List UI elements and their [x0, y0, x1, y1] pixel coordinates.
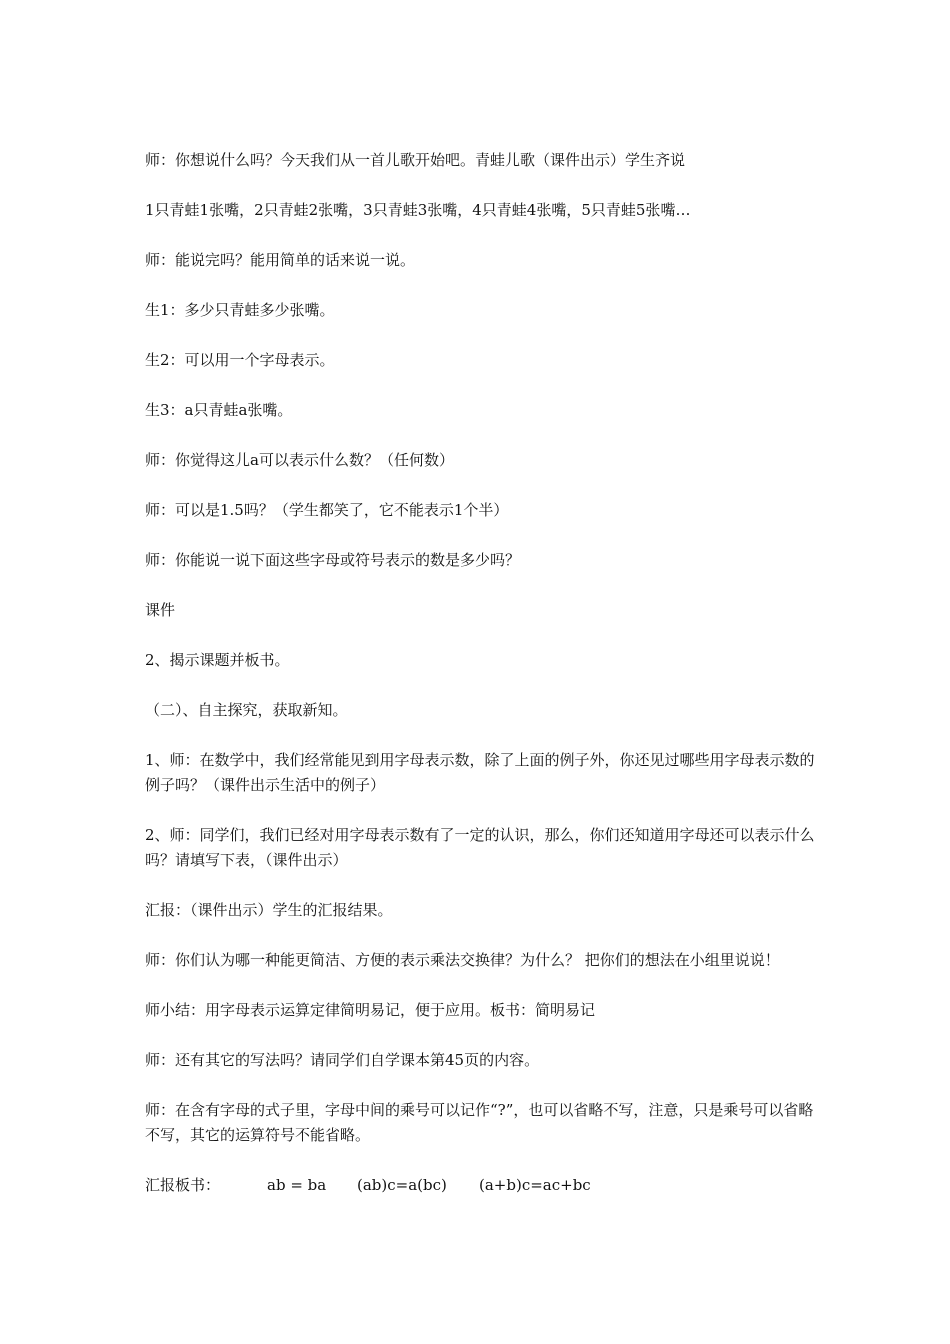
- formula-associative: (ab)c=a(bc): [357, 1176, 447, 1194]
- formula-label: 汇报板书：: [145, 1176, 221, 1194]
- paragraph-15: 汇报：（课件出示）学生的汇报结果。: [145, 901, 393, 919]
- paragraph-14: 2、师：同学们，我们已经对用字母表示数有了一定的认识，那么，你们还知道用字母还可以表示什么吗？请填写下表，（课件出示）: [145, 826, 815, 869]
- paragraph-16: 师：你们认为哪一种能更简洁、方便的表示乘法交换律？为什么？ 把你们的想法在小组里说说！: [145, 951, 780, 969]
- paragraph-10: 课件: [145, 601, 176, 619]
- paragraph-19: 师：在含有字母的式子里，字母中间的乘号可以记作“?”，也可以省略不写，注意，只是乘号可以省略不写，其它的运算符号不能省略。: [145, 1101, 814, 1144]
- document-body: [145, 148, 817, 1198]
- formula-commutative: ab = ba: [267, 1176, 327, 1194]
- paragraph-2: 1只青蛙1张嘴，2只青蛙2张嘴，3只青蛙3张嘴，4只青蛙4张嘴，5只青蛙5张嘴…: [145, 201, 691, 219]
- paragraph-8: 师：可以是1.5吗？（学生都笑了，它不能表示1个半）: [145, 501, 509, 519]
- paragraph-9: 师：你能说一说下面这些字母或符号表示的数是多少吗？: [145, 551, 521, 569]
- formula-row: [145, 1173, 817, 1198]
- paragraph-7: 师：你觉得这儿a可以表示什么数？（任何数）: [145, 451, 454, 469]
- paragraph-17: 师小结：用字母表示运算定律简明易记，便于应用。板书：简明易记: [145, 1001, 596, 1019]
- paragraph-3: 师：能说完吗？能用简单的话来说一说。: [145, 251, 416, 269]
- paragraph-12: （二）、自主探究，获取新知。: [145, 701, 348, 719]
- paragraph-11: 2、揭示课题并板书。: [145, 651, 290, 669]
- paragraph-6: 生3：a只青蛙a张嘴。: [145, 401, 293, 419]
- paragraph-4: 生1：多少只青蛙多少张嘴。: [145, 301, 335, 319]
- paragraph-1: 师：你想说什么吗？今天我们从一首儿歌开始吧。青蛙儿歌（课件出示）学生齐说: [145, 151, 686, 169]
- paragraph-18: 师：还有其它的写法吗？请同学们自学课本第45页的内容。: [145, 1051, 540, 1069]
- paragraph-13: 1、师：在数学中，我们经常能见到用字母表示数，除了上面的例子外，你还见过哪些用字母表示数的例子吗？（课件出示生活中的例子）: [145, 751, 815, 794]
- formula-distributive: (a+b)c=ac+bc: [479, 1176, 591, 1194]
- paragraph-5: 生2：可以用一个字母表示。: [145, 351, 335, 369]
